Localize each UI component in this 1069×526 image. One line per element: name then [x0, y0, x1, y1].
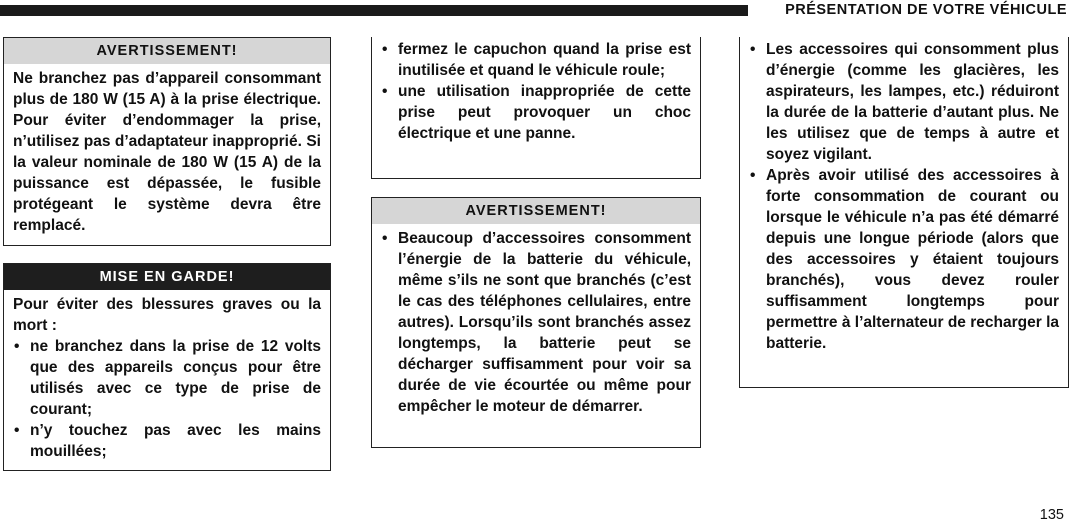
list-item: • Les accessoires qui consomment plus d’énergie (comme les glacières, les aspirateurs, les lampes, etc.) réduiront la durée de la batterie d’autant plus. Ne les utilisez que de temps à autre et soyez vigilant.	[749, 39, 1059, 165]
section-title: PRÉSENTATION DE VOTRE VÉHICULE	[785, 2, 1067, 18]
warning-heading: AVERTISSEMENT!	[372, 198, 700, 224]
list-item: • ne branchez dans la prise de 12 volts que des appareils conçus pour être utilisés avec ce type de prise de courant;	[13, 336, 321, 420]
caution-list	[13, 336, 321, 462]
warning-box-2	[371, 197, 701, 448]
column3-body	[740, 37, 1068, 354]
caution-body	[4, 290, 330, 462]
warning2-list	[381, 228, 691, 417]
header-rule	[0, 5, 748, 16]
continuation-list	[381, 39, 691, 144]
list-item: • n’y touchez pas avec les mains mouillées;	[13, 420, 321, 462]
caution-intro: Pour éviter des blessures graves ou la mort :	[13, 296, 321, 334]
column3-box	[739, 37, 1069, 388]
continuation-body	[372, 37, 700, 144]
column3-list	[749, 39, 1059, 354]
caution-box	[3, 263, 331, 471]
page-number: 135	[1039, 507, 1064, 523]
caution-heading: MISE EN GARDE!	[4, 264, 330, 290]
list-item: • Après avoir utilisé des accessoires à forte consommation de courant ou lorsque le véhicule n’a pas été démarré depuis une longue période (alors que des accessoires y étaient toujours branchés), vous devez rouler suffisamment longtemps pour permettre à l’alternateur de recharger la batterie.	[749, 165, 1059, 354]
warning-box-1	[3, 37, 331, 246]
warning2-body	[372, 224, 700, 417]
continuation-box	[371, 37, 701, 179]
list-item: • fermez le capuchon quand la prise est inutilisée et quand le véhicule roule;	[381, 39, 691, 81]
list-item: • une utilisation inappropriée de cette prise peut provoquer un choc électrique et une panne.	[381, 81, 691, 144]
warning-text: Ne branchez pas d’appareil consommant plus de 180 W (15 A) à la prise électrique. Pour éviter d’endommager la prise, n’utilisez pas d’adaptateur inapproprié. Si la valeur nominale de 180 W (15 A) de la puissance est dépassée, le fusible protégeant le système devra être remplacé.	[13, 70, 321, 234]
warning-heading: AVERTISSEMENT!	[4, 38, 330, 64]
list-item: • Beaucoup d’accessoires consomment l’énergie de la batterie du véhicule, même s’ils ne sont que branchés (c’est le cas des téléphones cellulaires, entre autres). Lorsqu’ils sont branchés assez longtemps, la batterie peut se décharger suffisamment pour voir sa durée de vie écourtée ou même pour empêcher le moteur de démarrer.	[381, 228, 691, 417]
